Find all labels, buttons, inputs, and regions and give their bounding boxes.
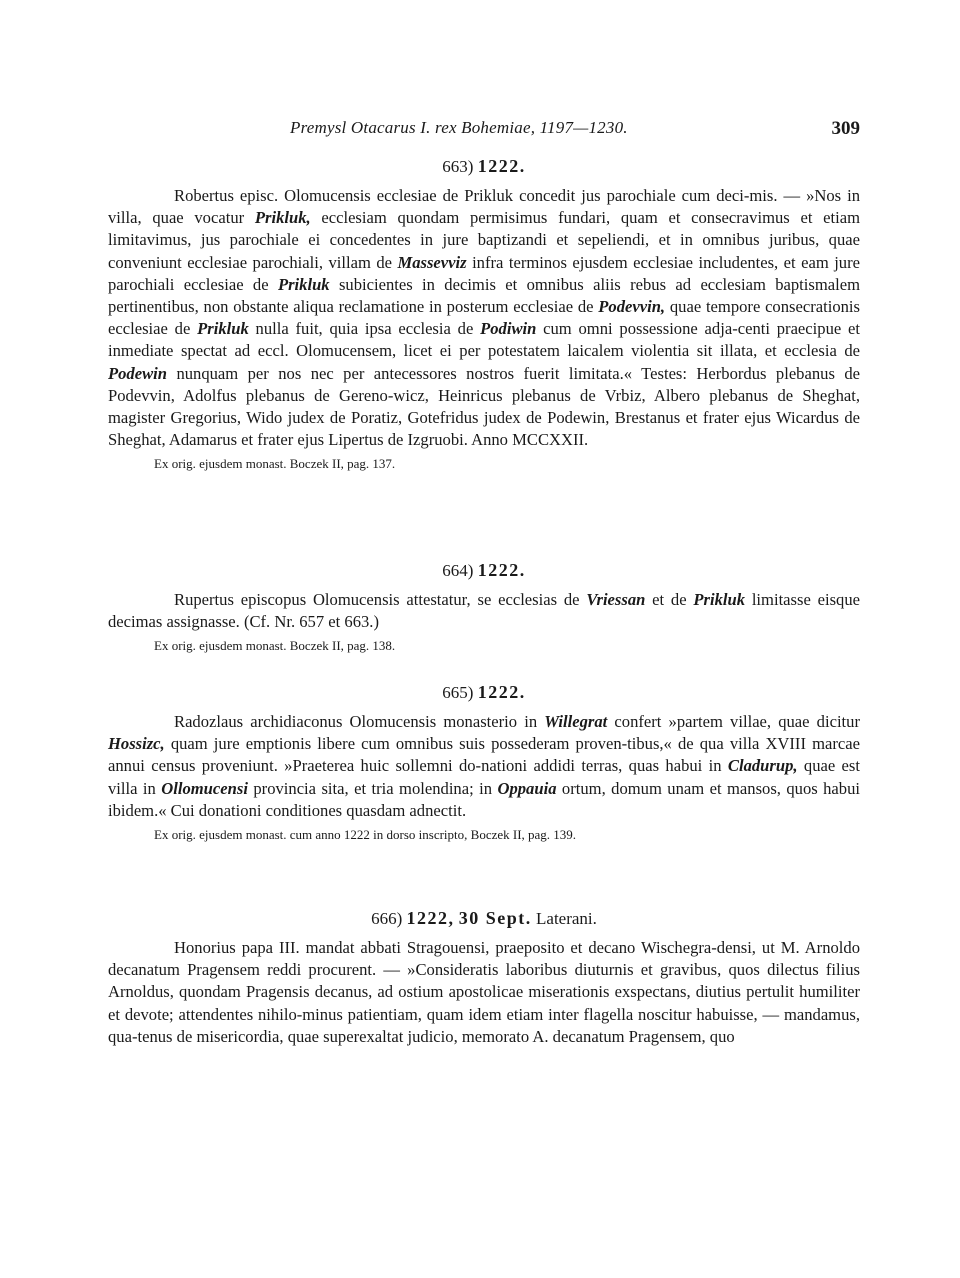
entry-663	[108, 154, 860, 473]
text-segment: infra terminos ejusdem ecclesiae includentes, et eam jure parochiali ecclesiae de	[108, 252, 860, 294]
entry-heading	[108, 680, 860, 705]
page-number: 309	[831, 118, 860, 139]
entry-664	[108, 558, 860, 655]
entry-place: Laterani.	[536, 909, 597, 928]
entry-666	[108, 906, 860, 1048]
text-segment: Robertus episc. Olomucensis ecclesiae de Prikluk concedit jus parochiale cum deci-mis. — »Nos in villa, quae vocatur	[108, 186, 860, 228]
running-head	[108, 118, 860, 142]
entry-year: 1222.	[477, 682, 526, 702]
place-name: Prikluk,	[254, 208, 311, 228]
text-segment: nunquam per nos nec per antecessores nostros fuerit limitata.« Testes: Herbordus plebanus de Podevvin, Adolfus plebanus de Gereno-wicz, Heinricus plebanus de Vrbiz, Albero plebanus de Sheghat, magister Gregorius, Wido judex de Poratiz, Gotefridus judex de Podewin, Brestanus et frater ejus Wicardus de Sheghat, Adamarus et frater ejus Lipertus de Izgruobi. Anno MCCXXII.	[108, 363, 860, 450]
text-segment: quae tempore consecrationis ecclesiae de	[108, 297, 860, 339]
entry-source: Ex orig. ejusdem monast. Boczek II, pag. 138.	[154, 638, 396, 654]
text-segment: cum omni possessione adja-centi praecipue et inmediate spectat ad eccl. Olomucensem, licet ei per potestatem laicalem violentia sit illata, et ecclesia de	[108, 319, 860, 361]
text-segment: Rupertus episcopus Olomucensis attestatur, se ecclesias de	[174, 590, 587, 609]
place-name: Massevviz	[397, 252, 467, 272]
place-name: Podiwin	[480, 319, 537, 339]
entry-heading	[108, 906, 860, 931]
entry-text	[108, 185, 860, 451]
entry-665	[108, 680, 860, 844]
place-name: Podevvin,	[598, 297, 666, 317]
text-segment: subicientes in decimis et omnibus aliis rebus ad ecclesiam baptismalem pertinentibus, non obstante aliqua reclamatione in posterum ecclesiae de	[108, 274, 860, 317]
text-segment: limitasse eisque decimas assignasse. (Cf. Nr. 657 et 663.)	[108, 590, 861, 632]
entry-number: 666)	[371, 909, 403, 928]
place-name: Prikluk	[693, 590, 746, 609]
text-segment: quam jure emptionis libere cum omnibus suis possederam proven-tibus,« de qua villa XVIII marcae annui census proveniunt. »Praeterea huic sollemni do-nationi addidi terras, quas habui in	[108, 734, 860, 776]
text-segment: ecclesiam quondam permisimus fundari, quam et consecravimus et etiam limitavimus, jus parochiale ei concedentes in jure baptizandi et sepeliendi, et in omnibus juribus, quae conveniunt ecclesiae parochiali, villam de	[108, 208, 860, 272]
place-name: Prikluk	[277, 274, 330, 294]
text-segment: provincia sita, et tria molendina; in	[247, 778, 498, 798]
place-name: Hossizc,	[108, 734, 165, 754]
entry-year: 1222.	[477, 560, 526, 580]
place-name: Ollomucensi	[161, 778, 248, 798]
entry-text	[108, 937, 860, 1048]
text-segment: nulla fuit, quia ipsa ecclesia de	[248, 319, 481, 339]
text-segment: Radozlaus archidiaconus Olomucensis monasterio in	[174, 712, 545, 731]
text-segment: et de	[645, 590, 694, 609]
text-segment: Honorius papa III. mandat abbati Stragouensi, praeposito et decano Wischegra-densi, ut M. Arnoldo decanatum Pragensem reddi procurent. — »Consideratis laboribus diuturnis et gravibus, quos dilectus filius Arnoldus, quondam Pragensis decanus, ad ostium apostolicae miserationis exspectans, diutius pertulit humiliter et devote; attendentes nihilo-minus patientiam, quam idem etiam inter flagella noscitur habuisse, — mandamus, qua-tenus de misericordia, quae superexaltat judicio, memorato A. decanatum Pragensem, quo	[108, 938, 860, 1046]
place-name: Willegrat	[544, 712, 608, 731]
text-segment: ortum, domum unam et mansos, quos habui ibidem.« Cui donationi conditiones quasdam adnectit.	[108, 778, 861, 820]
entry-text	[108, 711, 860, 822]
entry-heading	[108, 154, 860, 179]
entry-date: 30 Sept.	[458, 908, 532, 928]
text-segment: confert »partem villae, quae dicitur	[607, 712, 860, 731]
entry-number: 665)	[442, 683, 474, 702]
entry-number: 664)	[442, 561, 474, 580]
running-title: Premysl Otacarus I. rex Bohemiae, 1197—1230.	[290, 118, 628, 137]
place-name: Cladurup,	[727, 756, 798, 776]
place-name: Podewin	[108, 363, 168, 383]
entry-year: 1222.	[477, 156, 526, 176]
entry-number: 663)	[442, 157, 474, 176]
text-segment: quae est villa in	[108, 756, 860, 798]
place-name: Prikluk	[197, 319, 249, 339]
entry-source: Ex orig. ejusdem monast. Boczek II, pag. 137.	[154, 456, 396, 472]
entry-year: 1222,	[406, 908, 455, 928]
place-name: Vriessan	[586, 590, 646, 609]
entry-heading	[108, 558, 860, 583]
place-name: Oppauia	[497, 778, 557, 798]
entry-text	[108, 589, 860, 633]
entry-source: Ex orig. ejusdem monast. cum anno 1222 in dorso inscripto, Boczek II, pag. 139.	[154, 827, 577, 843]
